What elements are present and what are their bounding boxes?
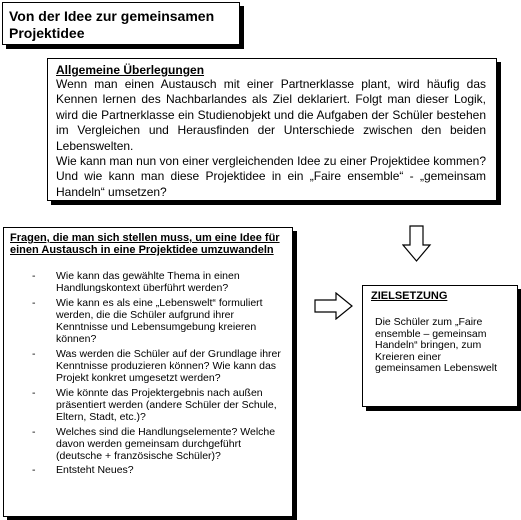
bullet-dash: - (32, 347, 36, 360)
question-item (10, 297, 284, 346)
goal-heading: ZIELSETZUNG (371, 290, 448, 302)
goal-text: Die Schüler zum „Faire ensemble – gemeinsam Handeln“ bringen, zum Kreieren einer gemeinsamen Lebenswelt (375, 316, 497, 374)
question-item (10, 270, 284, 295)
title-line-2: Projektidee (9, 25, 85, 41)
questions-box (3, 227, 293, 517)
question-text: Wie kann das gewählte Thema in einen Handlungskontext überführt werden? (56, 270, 240, 295)
question-item (10, 387, 284, 424)
bullet-dash: - (32, 270, 36, 282)
question-text: Entsteht Neues? (56, 464, 134, 477)
question-text: Wie könnte das Projektergebnis nach außen präsentiert werden (andere Schüler der Schule, Eltern, Stadt, etc.)? (56, 386, 277, 424)
overview-heading: Allgemeine Überlegungen (56, 63, 205, 77)
overview-box (47, 58, 497, 201)
goal-box (362, 285, 518, 407)
question-text: Welches sind die Handlungselemente? Welche davon werden gemeinsam durchgeführt (deutsche + französische Schüler)? (56, 425, 276, 463)
questions-list (10, 270, 284, 477)
right-arrow-icon (314, 292, 354, 320)
overview-text: Wenn man einen Austausch mit einer Partnerklasse plant, wird häufig das Kennen lernen des Nachbarlandes als Ziel deklariert. Folgt man dieser Logik, wird die Partnerklasse ein Studienobjekt und die Aufgaben der Schüler bestehen im Vergleichen und Herausfinden der Unterschiede zwischen den beiden Lebenswelten. (56, 77, 486, 153)
down-arrow-icon (402, 225, 432, 263)
question-text: Wie kann es als eine „Lebenswelt“ formuliert werden, die die Schüler aufgrund ihrer Kenntnisse und Lebensumgebung kreieren können? (56, 296, 263, 346)
bullet-dash: - (32, 296, 36, 309)
bullet-dash: - (32, 386, 36, 399)
questions-heading: Fragen, die man sich stellen muss, um eine Idee für einen Austausch in eine Projektidee umzuwandeln (10, 232, 280, 256)
question-item (10, 464, 284, 476)
question-item (10, 348, 284, 385)
overview-question: Wie kann man nun von einer vergleichenden Idee zu einer Projektidee kommen? Und wie kann man diese Projektidee in ein „Faire ensemble“ - „gemeinsam Handeln“ umsetzen? (56, 154, 486, 199)
title-box (2, 2, 240, 45)
title-line-1: Von der Idee zur gemeinsamen (9, 8, 215, 24)
question-item (10, 426, 284, 463)
bullet-dash: - (32, 425, 36, 438)
bullet-dash: - (32, 464, 36, 477)
question-text: Was werden die Schüler auf der Grundlage ihrer Kenntnisse produzieren können? Wie kann das Projekt konkret umgesetzt werden? (56, 347, 281, 385)
